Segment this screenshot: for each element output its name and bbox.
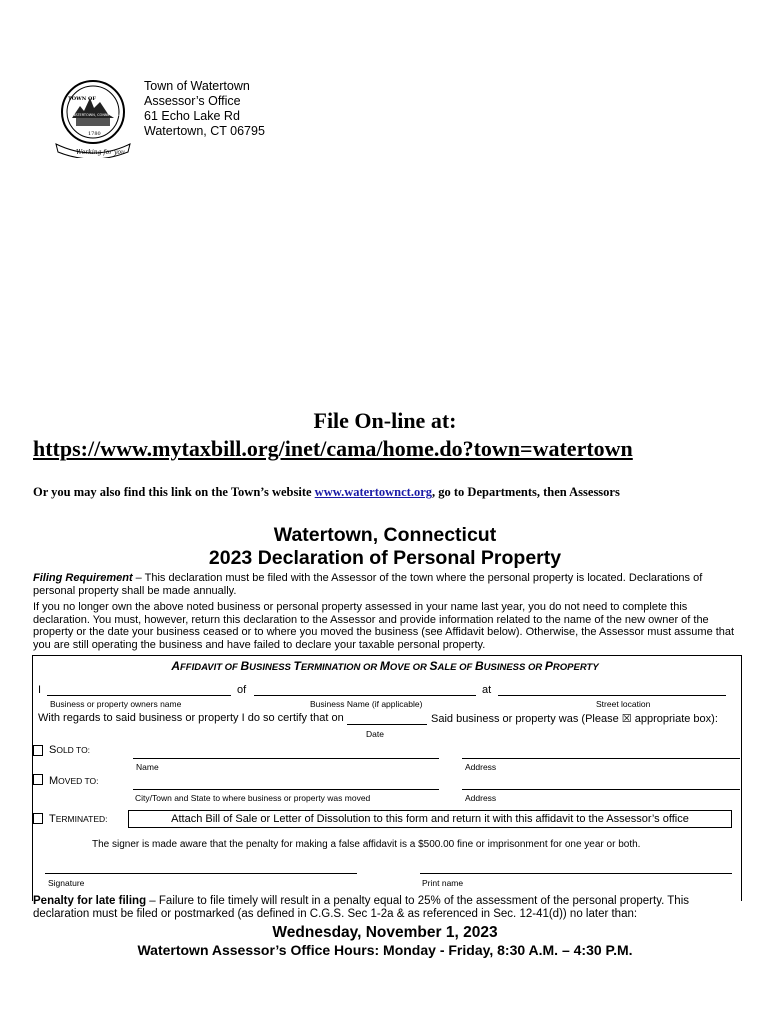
signature-field[interactable] [45,873,357,874]
date-caption: Date [366,729,384,739]
address-caption-2: Address [465,793,497,803]
date-field[interactable] [347,724,427,725]
alt-link-suffix: , go to Departments, then Assessors [432,485,620,499]
regards-text: With regards to said business or property I do so certify that on [38,712,344,724]
print-name-field[interactable] [420,873,732,874]
i-label: I [38,684,42,696]
declaration-title-line1: Watertown, Connecticut [273,524,497,546]
declaration-title [0,524,770,570]
sold-to-name-field[interactable] [133,758,439,759]
address-line-4: Watertown, CT 06795 [144,124,265,138]
penalty-text: – Failure to file timely will result in a penalty equal to 25% of the assessment of the personal property. This declaration must be filed or postmarked (as defined in C.G.S. Sec 1-2a & as referenced in Sec. 12-41(d)) no later than: [33,895,690,920]
business-name-field[interactable] [254,695,476,696]
declaration-title-line2: 2023 Declaration of Personal Property [208,547,562,569]
print-name-caption: Print name [422,878,464,888]
seal-top-text: TOWN OF [68,96,96,102]
alt-link-prefix: Or you may also find this link on the Town’s website [33,485,315,499]
sold-to-label: SOLD TO: [49,744,91,756]
penalty-label: Penalty for late filing [33,895,147,907]
seal-year-text: 1780 [88,131,101,137]
filing-requirement-label: Filing Requirement [33,572,133,584]
filing-requirement-text: – This declaration must be filed with the Assessor of the town where the personal property is located. Declarations of personal property shall be made annually. [33,572,703,597]
moved-to-city-field[interactable] [133,789,439,790]
street-location-field[interactable] [498,695,726,696]
checked-box-icon: ☒ [621,713,632,725]
said-business-text: Said business or property was (Please ☒ appropriate box): [431,713,718,725]
moved-to-checkbox[interactable] [33,774,43,785]
of-label: of [237,684,247,696]
seal-motto-text: Working for you [76,149,125,156]
penalty-paragraph [33,895,743,921]
terminated-label: TERMINATED: [49,813,108,825]
file-online-title: File On-line at: [313,408,457,433]
town-website-note [33,485,620,500]
signature-caption: Signature [48,878,85,888]
seal-mid-text: WATERTOWN, CONNECTICUT [72,113,123,117]
address-line-3: 61 Echo Lake Rd [144,109,240,123]
address-line-2: Assessor’s Office [144,94,241,108]
at-label: at [482,684,492,696]
deadline-date: Wednesday, November 1, 2023 [272,924,498,941]
office-hours: Watertown Assessor’s Office Hours: Monday - Friday, 8:30 A.M. – 4:30 P.M. [137,942,633,958]
sold-to-checkbox[interactable] [33,745,43,756]
attach-instructions: Attach Bill of Sale or Letter of Dissolution to this form and return it with this affidavit to the Assessor’s office [128,810,732,828]
owner-name-caption: Business or property owners name [50,699,182,709]
file-online-url-link[interactable]: https://www.mytaxbill.org/inet/cama/home.do?town=watertown [33,436,633,461]
moved-to-label: MOVED TO: [49,775,99,787]
affidavit-title: AFFIDAVIT OF BUSINESS TERMINATION OR MOVE OR SALE OF BUSINESS OR PROPERTY [171,659,599,673]
address-caption: Address [465,762,497,772]
street-location-caption: Street location [596,699,651,709]
affidavit-box [32,655,742,901]
address-line-1: Town of Watertown [144,79,250,93]
sold-to-address-field[interactable] [462,758,740,759]
signer-notice: The signer is made aware that the penalty for making a false affidavit is a $500.00 fine or imprisonment for one year or both. [92,839,641,850]
business-name-caption: Business Name (if applicable) [310,699,423,709]
filing-requirement-paragraph [33,572,741,597]
name-caption: Name [136,762,159,772]
town-website-link[interactable]: www.watertownct.org [314,485,432,499]
terminated-checkbox[interactable] [33,813,43,824]
assessor-address [144,79,265,139]
moved-to-address-field[interactable] [462,789,740,790]
city-caption: City/Town and State to where business or property was moved [135,793,371,803]
owner-name-field[interactable] [47,695,231,696]
town-seal-logo [54,78,132,158]
no-longer-own-paragraph: If you no longer own the above noted business or personal property assessed in your name last year, you do not need to complete this declaration. You must, however, return this declaration to the Assessor and provide information related to the name of the new owner of the property or the date your business ceased or to where you moved the business (see Affidavit below). Otherwise, the Assessor must assume that you are still operating the business and have failed to declare your taxable personal property. [33,601,735,651]
